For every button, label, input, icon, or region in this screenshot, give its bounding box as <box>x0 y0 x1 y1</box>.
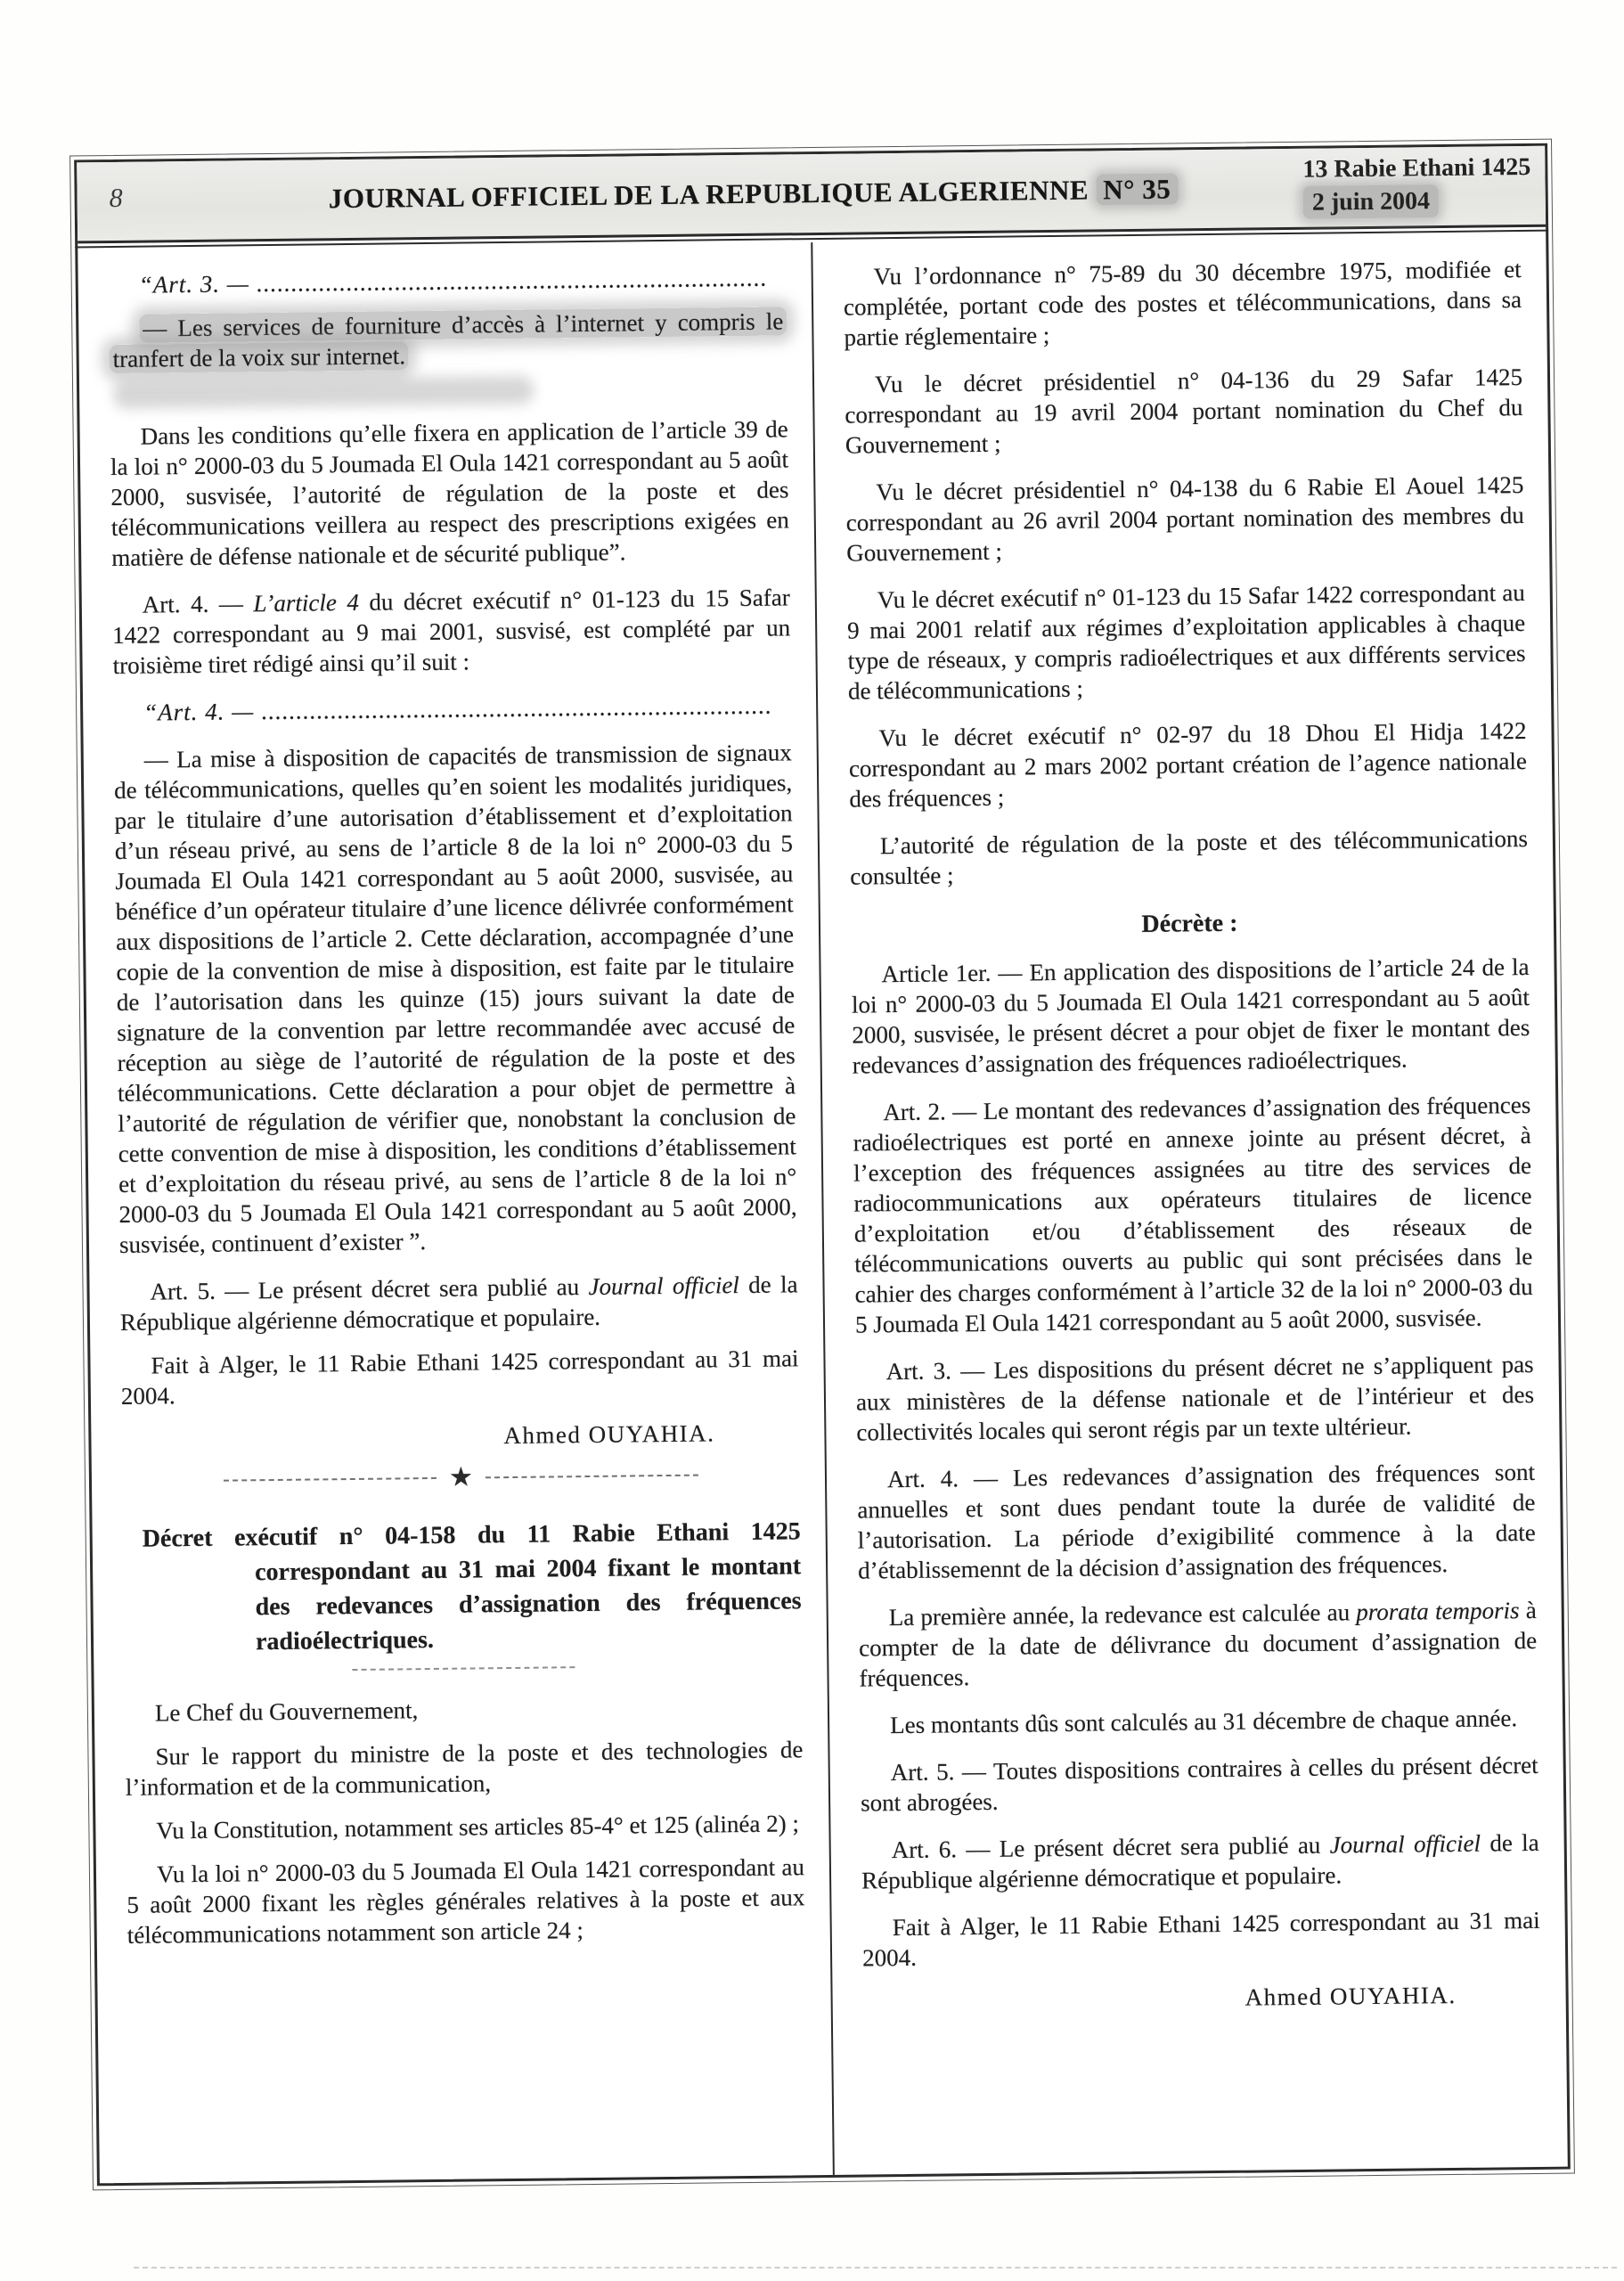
star-separator <box>224 1462 698 1494</box>
text-segment: N° 35 <box>1096 173 1178 205</box>
right-column <box>811 234 1568 2175</box>
decrete-label: Décrète : <box>1141 909 1238 938</box>
highlight-smudge <box>113 376 534 409</box>
chef-gouvernement-line: Le Chef du Gouvernement, <box>154 1696 419 1727</box>
article-5-publication <box>119 1269 798 1337</box>
text-segment: — Les services de fourniture d’accès à l’internet y compris le tranfert de la voix sur internet. <box>110 307 788 373</box>
transmission-capacity-paragraph: — La mise à disposition de capacités de transmission de signaux de télécommunications, quelles qu’en soient les modalités juridiques, par le titulaire d’une autorisation d’établissement et d’exploitation d’un réseau privé, au sens de l’article 8 de la loi n° 2000-03 du 5 Joumada El Oula 1421 correspondant au 5 août 2000, susvisée, au bénéfice d’un opérateur titulaire d’une licence délivrée conformément aux dispositions de l’article 2. Cette déclaration, accompagnée d’une copie de la convention de mise à disposition, est faite par le titulaire de l’autorisation dans les quinze (15) jours suivant la date de signature de la convention par lettre recommandée avec accusé de réception au siège de l’autorité de régulation de la poste et des télécommunications. Cette déclaration a pour objet de permettre à l’autorité de régulation de vérifier que, nonobstant la conclusion de cette convention de mise à disposition, les conditions d’établissement et d’exploitation du réseau privé, au sens de l’article 8 de la loi n° 2000-03 du 5 Joumada El Oula 1421 correspondant au 5 août 2000, susvisée, continuent d’exister ”. <box>114 739 797 1258</box>
text-segment: “Art. 3. — <box>138 270 257 298</box>
decret-presidentiel-04-138-visa: Vu le décret présidentiel n° 04-138 du 6 Rabie El Aouel 1425 correspondant au 26 avril 2004 portant nomination des membres du Gouvernement ; <box>845 471 1524 567</box>
montants-dus-paragraph: Les montants dûs sont calculés au 31 décembre de chaque année. <box>889 1705 1518 1739</box>
text-segment: du décret exécutif n° 01-123 du 15 Safar 1422 correspondant au 9 mai 2001, susvisé, est complété par un troisième tiret rédigé ainsi qu’il suit : <box>112 584 791 679</box>
text-segment: de la République algérienne démocratique et populaire. <box>861 1828 1539 1894</box>
signatory-name: Ahmed OUYAHIA. <box>503 1419 715 1450</box>
text-segment: “Art. 4. — <box>143 698 262 726</box>
article-4-reference <box>113 690 791 728</box>
article-4-amendment <box>112 582 791 681</box>
highlighted-internet-clause <box>109 306 788 374</box>
decret-executif-01-123-visa: Vu le décret exécutif n° 01-123 du 15 Safar 1422 correspondant au 9 mai 2001 relatif aux régimes d’exploitation applicables à chaque type de réseaux, y compris radioélectriques et aux différents services de télécommunications ; <box>847 579 1526 705</box>
conditions-paragraph: Dans les conditions qu’elle fixera en application de l’article 39 de la loi n° 2000-03 du 5 Joumada El Oula 1421 correspondant au 5 août 2000, susvisée, l’autorité de régulation de la poste et des télécommunications veillera au respect des prescriptions exigées en matière de défense nationale et de sécurité publique”. <box>110 415 789 572</box>
text-segment: L’article 4 <box>253 588 360 617</box>
article-5-paragraph: Art. 5. — Toutes dispositions contraires à celles du présent décret sont abrogées. <box>860 1751 1538 1817</box>
constitution-visa: Vu la Constitution, notamment ses articles 85-4° et 125 (alinéa 2) ; <box>156 1810 800 1844</box>
text-segment: prorata temporis <box>1356 1597 1520 1626</box>
text-segment: .......................................................................... <box>260 691 772 725</box>
article-4-paragraph: Art. 4. — Les redevances d’assignation des fréquences sont annuelles et sont dues pendant toute la durée de validité de l’autorisation. La période d’exigibilité commence à la date d’établissemennt de la décision d’assignation des fréquences. <box>857 1458 1536 1584</box>
article-1-paragraph: Article 1er. — En application des dispositions de l’article 24 de la loi n° 2000-03 du 5 Joumada El Oula 1421 correspondant au 5 août 2000, susvisée, le présent décret a pour objet de fixer le montant des redevances d’assignation des fréquences radioélectriques. <box>851 952 1530 1079</box>
gregorian-date: 2 juin 2004 <box>1303 184 1440 219</box>
signature-place-date: Fait à Alger, le 11 Rabie Ethani 1425 correspondant au 31 mai 2004. <box>120 1345 799 1410</box>
autorite-consultee-line: L’autorité de régulation de la poste et des télécommunications consultée ; <box>850 824 1529 890</box>
article-3-reference <box>109 262 787 300</box>
text-segment: Art. 4. — <box>142 590 254 618</box>
text-segment: Journal officiel <box>1329 1829 1481 1859</box>
footer-scan-artifact-line <box>134 2267 1617 2269</box>
short-separator <box>352 1666 575 1671</box>
prorata-temporis-paragraph <box>859 1595 1538 1694</box>
page-frame <box>74 143 1571 2187</box>
decret-executif-02-97-visa: Vu le décret exécutif n° 02-97 du 18 Dhou El Hidja 1422 correspondant au 2 mars 2002 portant création de l’agence nationale des fréquences ; <box>848 717 1528 813</box>
signature-place-date: Fait à Alger, le 11 Rabie Ethani 1425 correspondant au 31 mai 2004. <box>861 1906 1540 1972</box>
issue-dates <box>1302 151 1531 219</box>
journal-title <box>329 173 1179 215</box>
text-segment: .......................................................................... <box>256 264 768 298</box>
ordonnance-75-89-visa: Vu l’ordonnance n° 75-89 du 30 décembre 1975, modifiée et complétée, portant code des postes et télécommunications, dans sa partie réglementaire ; <box>843 256 1522 351</box>
text-segment: à compter de la date de délivrance du document d’assignation de fréquences. <box>858 1596 1538 1692</box>
text-segment: Journal officiel <box>588 1271 740 1300</box>
article-6-paragraph <box>861 1827 1540 1896</box>
article-3-paragraph: Art. 3. — Les dispositions du présent décret ne s’appliquent pas aux ministères de la défense nationale et de l’intérieur et des collectivités locales qui seront régis par un texte ultérieur. <box>855 1350 1535 1446</box>
page-number: 8 <box>109 183 123 214</box>
separator-dash-left <box>224 1477 437 1482</box>
text-segment: La première année, la redevance est calculée au <box>888 1598 1357 1631</box>
text-segment: Art. 5. — Le présent décret sera publié au <box>150 1272 589 1305</box>
rapport-ministre-paragraph: Sur le rapport du ministre de la poste et des technologies de l’information et de la communication, <box>125 1736 804 1801</box>
left-column <box>78 242 833 2183</box>
article-2-paragraph: Art. 2. — Le montant des redevances d’assignation des fréquences radioélectriques est porté en annexe jointe au présent décret, à l’exception des fréquences assignées au titre des services de radiocommunications aux opérateurs titulaires de licence d’exploitation et/ou d’établissement des réseaux de télécommunications ouverts au public qui sont précisées dans le cahier des charges conformément à l’article 32 de la loi n° 2000-03 du 5 Joumada El Oula 1421 correspondant au 5 août 2000, susvisée. <box>853 1091 1533 1338</box>
decree-04-158-heading: Décret exécutif n° 04-158 du 11 Rabie Ethani 1425 correspondant au 31 mai 2004 fixant le montant des redevances d’assignation des fréquences radioélectriques. <box>142 1517 802 1656</box>
text-segment: Art. 6. — Le présent décret sera publié au <box>891 1831 1330 1864</box>
loi-2000-03-visa: Vu la loi n° 2000-03 du 5 Joumada El Oula 1421 correspondant au 5 août 2000 fixant les règles générales relatives à la poste et aux télécommunications notamment son article 24 ; <box>126 1853 805 1949</box>
text-segment: de la République algérienne démocratique et populaire. <box>119 1271 798 1336</box>
journal-header-band <box>77 146 1546 244</box>
decret-presidentiel-04-136-visa: Vu le décret présidentiel n° 04-136 du 29 Safar 1425 correspondant au 19 avril 2004 portant nomination du Chef du Gouvernement ; <box>845 364 1523 459</box>
two-column-body <box>78 234 1568 2184</box>
signatory-name: Ahmed OUYAHIA. <box>1245 1981 1457 2011</box>
text-segment: JOURNAL OFFICIEL DE LA REPUBLIQUE ALGERIENNE <box>328 174 1097 215</box>
hijri-date: 13 Rabie Ethani 1425 <box>1302 152 1531 184</box>
star-icon: ★ <box>448 1462 474 1492</box>
separator-dash-right <box>486 1475 698 1479</box>
